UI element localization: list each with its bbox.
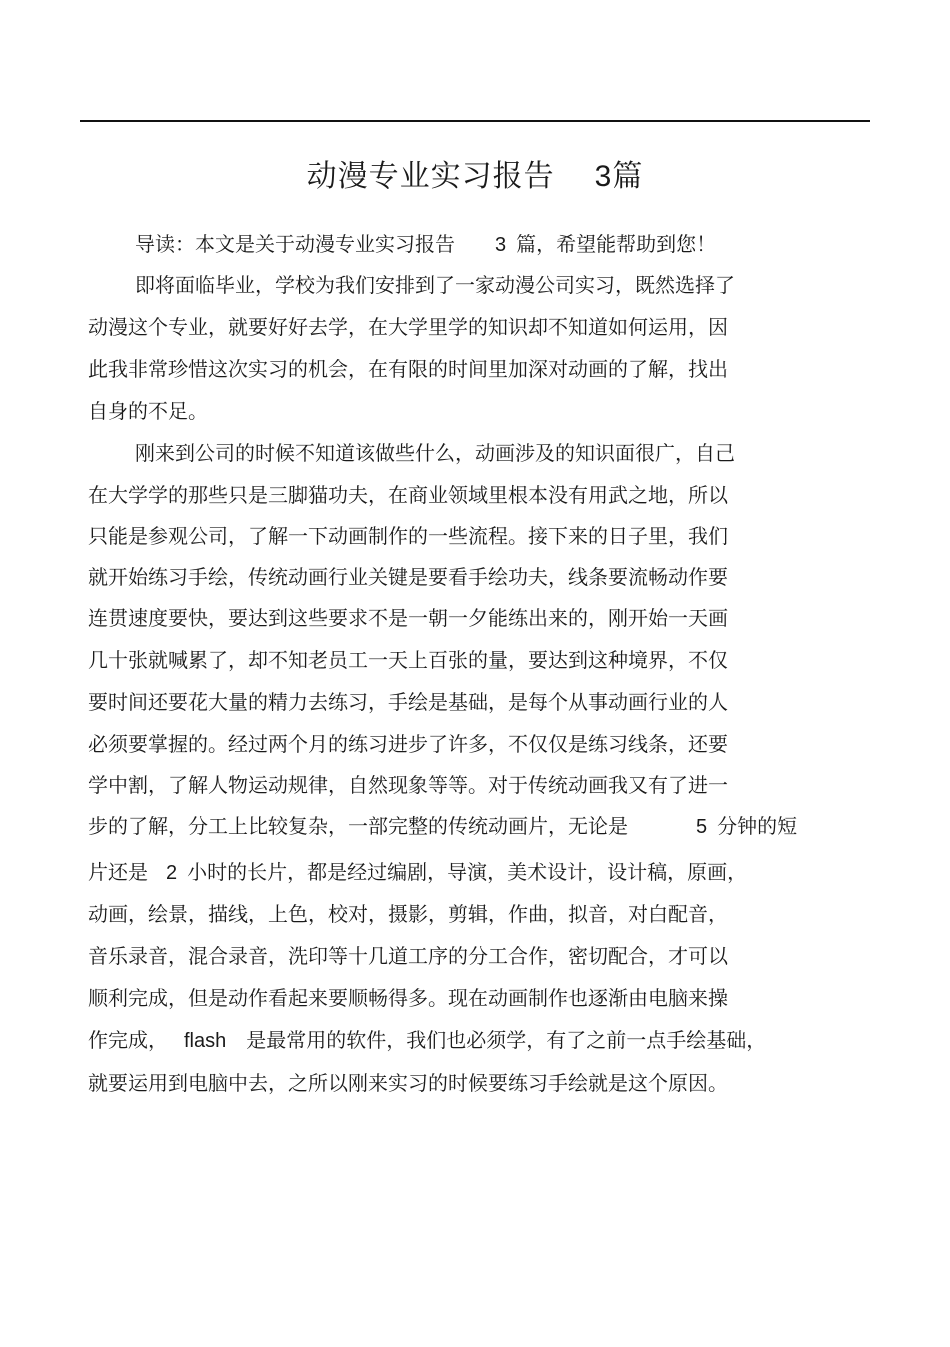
para2-line-1: 刚来到公司的时候不知道该做些什么，动画涉及的知识面很广，自己 bbox=[135, 441, 735, 465]
line15-after: 是最常用的软件，我们也必须学，有了之前一点手绘基础， bbox=[246, 1028, 767, 1052]
title-text: 动漫专业实习报告 bbox=[306, 159, 555, 194]
para2-line-2: 在大学学的那些只是三脚猫功夫，在商业领域里根本没有用武之地，所以 bbox=[88, 483, 728, 507]
para2-line-5: 连贯速度要快，要达到这些要求不是一朝一夕能练出来的，刚开始一天画 bbox=[88, 606, 728, 630]
intro-after: 篇，希望能帮助到您！ bbox=[516, 232, 717, 256]
para2-line-14: 顺利完成，但是动作看起来要顺畅得多。现在动画制作也逐渐由电脑来操 bbox=[88, 986, 728, 1010]
intro-before: 导读：本文是关于动漫专业实习报告 bbox=[135, 232, 455, 256]
para2-line-6: 几十张就喊累了，却不知老员工一天上百张的量，要达到这种境界，不仅 bbox=[88, 648, 728, 672]
para2-line-15 bbox=[88, 1025, 766, 1056]
para1-line-4: 自身的不足。 bbox=[88, 399, 208, 423]
intro-line bbox=[135, 229, 716, 260]
line15-before: 作完成， bbox=[88, 1028, 168, 1052]
para2-line-3: 只能是参观公司，了解一下动画制作的一些流程。接下来的日子里，我们 bbox=[88, 524, 728, 548]
line10-number: 5 bbox=[696, 816, 708, 838]
para2-line-13: 音乐录音，混合录音，洗印等十几道工序的分工合作，密切配合，才可以 bbox=[88, 944, 728, 968]
para2-line-10 bbox=[88, 811, 797, 842]
line15-word: flash bbox=[184, 1030, 227, 1052]
para1-line-1: 即将面临毕业，学校为我们安排到了一家动漫公司实习，既然选择了 bbox=[135, 273, 735, 297]
line10-after: 分钟的短 bbox=[717, 814, 798, 838]
line10-before: 步的了解，分工上比较复杂，一部完整的传统动画片，无论是 bbox=[88, 814, 628, 838]
para2-line-4: 就开始练习手绘，传统动画行业关键是要看手绘功夫，线条要流畅动作要 bbox=[88, 565, 728, 589]
line11-before: 片还是 bbox=[88, 860, 148, 884]
para2-line-12: 动画，绘景，描线，上色，校对，摄影，剪辑，作曲，拟音，对白配音， bbox=[88, 902, 728, 926]
document-title bbox=[0, 153, 950, 201]
title-suffix: 篇 bbox=[612, 159, 644, 194]
para2-line-16: 就要运用到电脑中去，之所以刚来实习的时候要练习手绘就是这个原因。 bbox=[88, 1071, 728, 1095]
para2-line-8: 必须要掌握的。经过两个月的练习进步了许多，不仅仅是练习线条，还要 bbox=[88, 732, 728, 756]
para2-line-7: 要时间还要花大量的精力去练习，手绘是基础，是每个从事动画行业的人 bbox=[88, 690, 728, 714]
para2-line-9: 学中割，了解人物运动规律，自然现象等等。对于传统动画我又有了进一 bbox=[88, 773, 728, 797]
header-rule bbox=[80, 120, 870, 122]
intro-number: 3 bbox=[495, 234, 507, 256]
para2-line-11 bbox=[88, 857, 747, 888]
para1-line-2: 动漫这个专业，就要好好去学，在大学里学的知识却不知道如何运用，因 bbox=[88, 315, 728, 339]
line11-after: 小时的长片，都是经过编剧，导演，美术设计，设计稿，原画， bbox=[187, 860, 748, 884]
line11-number: 2 bbox=[166, 862, 178, 884]
para1-line-3: 此我非常珍惜这次实习的机会，在有限的时间里加深对动画的了解，找出 bbox=[88, 357, 728, 381]
title-number: 3 bbox=[594, 160, 613, 193]
